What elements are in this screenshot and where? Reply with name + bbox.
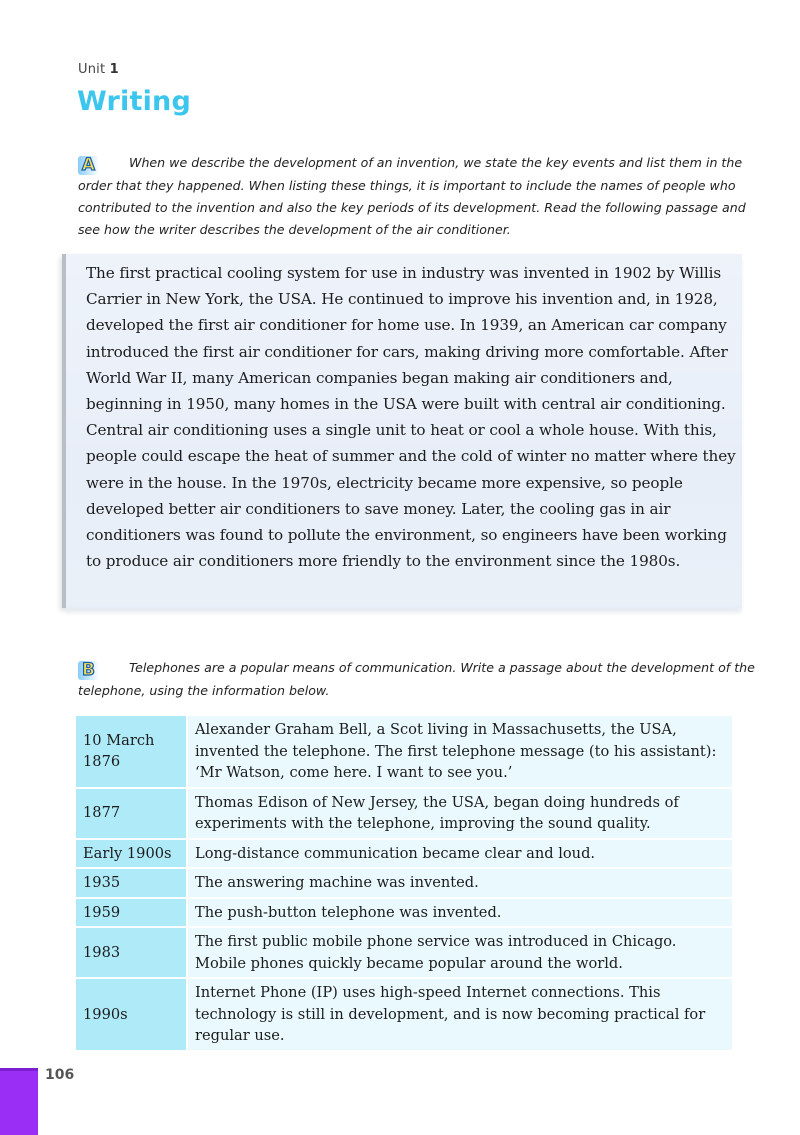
table-row — [76, 788, 732, 839]
unit-number: 1 — [109, 62, 119, 77]
section-a-instruction-text: When we describe the development of an invention, we state the key events and list them in the order that they happened. When listing these things, it is important to include the names of people who contributed to the invention and also the key periods of its development. Read the following passage and see how the writer describes the development of the air conditioner. — [78, 155, 746, 237]
timeline-event: Thomas Edison of New Jersey, the USA, began doing hundreds of experiments with the telephone, improving the sound quality. — [187, 788, 732, 839]
page-number: 106 — [45, 1067, 75, 1083]
timeline-event: Long-distance communication became clear and loud. — [187, 839, 732, 869]
model-passage-text: The first practical cooling system for use in industry was invented in 1902 by Willis Carrier in New York, the USA. He continued to improve his invention and, in 1928, developed the first air conditioner for home use. In 1939, an American car company introduced the first air conditioner for cars, making driving more comfortable. After World War II, many American companies began making air conditioners and, beginning in 1950, many homes in the USA were built with central air conditioning. Central air conditioning uses a single unit to heat or cool a whole house. With this, people could escape the heat of summer and the cold of winter no matter where they were in the house. In the 1970s, electricity became more expensive, so people developed better air conditioners to save money. Later, the cooling gas in air conditioners was found to pollute the environment, so engineers have been working to produce air conditioners more friendly to the environment since the 1980s. — [86, 264, 736, 571]
timeline-event: The answering machine was invented. — [187, 868, 732, 898]
page-color-tab — [0, 1068, 38, 1135]
table-row — [76, 716, 732, 788]
table-row — [76, 898, 732, 928]
unit-label — [78, 62, 119, 77]
timeline-event: The push-button telephone was invented. — [187, 898, 732, 928]
timeline-date: 1983 — [76, 927, 187, 978]
section-b-instruction-text: Telephones are a popular means of communication. Write a passage about the development of the telephone, using the information below. — [78, 660, 755, 698]
model-passage-box — [62, 254, 742, 608]
timeline-date: 1959 — [76, 898, 187, 928]
timeline-date: 1935 — [76, 868, 187, 898]
timeline-date: 1990s — [76, 978, 187, 1051]
timeline-event: Internet Phone (IP) uses high-speed Internet connections. This technology is still in development, and is now becoming practical for regular use. — [187, 978, 732, 1051]
timeline-date: 10 March 1876 — [76, 716, 187, 788]
page-title: Writing — [77, 86, 191, 117]
unit-prefix: Unit — [78, 62, 106, 77]
timeline-event: The first public mobile phone service was introduced in Chicago. Mobile phones quickly became popular around the world. — [187, 927, 732, 978]
timeline-date: 1877 — [76, 788, 187, 839]
section-b-instruction — [78, 657, 758, 702]
table-row — [76, 978, 732, 1051]
table-row — [76, 839, 732, 869]
section-a-instruction — [78, 152, 758, 241]
table-row — [76, 927, 732, 978]
timeline-event: Alexander Graham Bell, a Scot living in Massachusetts, the USA, invented the telephone. The first telephone message (to his assistant): ‘Mr Watson, come here. I want to see you.’ — [187, 716, 732, 788]
telephone-timeline-table — [76, 716, 732, 1052]
table-row — [76, 868, 732, 898]
section-a-badge-icon: A — [78, 156, 99, 175]
timeline-date: Early 1900s — [76, 839, 187, 869]
section-b-badge-icon: B — [78, 661, 99, 680]
